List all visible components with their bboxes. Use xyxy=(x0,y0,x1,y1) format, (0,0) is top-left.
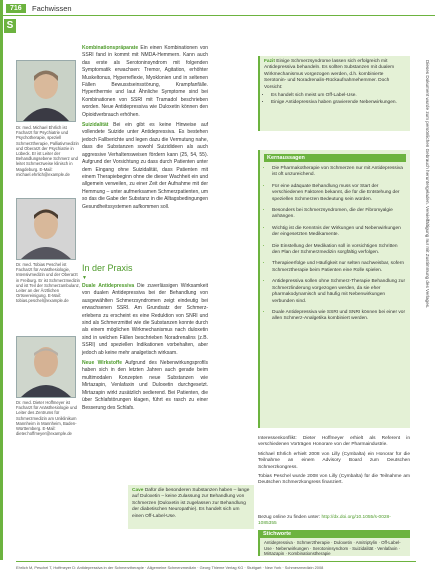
author-caption-1: Dr. med. Michael Ehrlich ist Facharzt für Psychiatrie und Psychotherapie, speziell Schmerztherapie, Palliativmedizin und Oberarzt der Psychiatrie in Lübeck. Er ist Leiter der Behandlungsebene Schmerz und leitet Schmerzweise klinisch in Magdeburg. E-Mail: michael.ehrlich@example.de xyxy=(16,125,79,177)
side-color-bar xyxy=(0,0,3,560)
middle-column xyxy=(82,45,208,214)
keywords-box xyxy=(258,530,410,556)
praxis-heading: In der Praxis xyxy=(82,263,133,273)
author-photo-2 xyxy=(16,198,76,260)
author-caption-3: Dr. med. Dieter Hoffmeyer ist Facharzt für Anästhesiologie und Leiter des Zentrums für Schmerzmedizin am Uniklinikum Mannheim in Mannheim, Baden-Württemberg. E-Mail: dieter.hoffmeyer@example.de xyxy=(16,400,77,437)
list-item: • Die Einstellung der Medikation soll in vorsichtigen Schritten den Plan der Schmerzmedizin sorgfältig verfolgen. xyxy=(272,244,406,257)
list-item: • Für eine adäquate Behandlung muss vor Start der verschiedenen Faktoren bekannt, die für die Entstehung der speziellen Schmerzen Bedeutung sein würden. xyxy=(272,184,406,203)
portrait-icon xyxy=(17,337,75,397)
footer-rule xyxy=(16,561,416,562)
kombination-text: Ein einen Kombinationen von SSRI fand in kommt mit NMDA-Hemmern. Kann auch das erste als Serotoninsyndrom mit folgenden Symptomatik erwachsen: Tremor, Agitation, erhöhter Muskeltonus, Hyperreflexie, Myoklonien und in seltenen Fällen Bewusstseinsstörung, Krampfanfälle. Hyperthermie und laut Ähnliche Symptome sind bei Kombinationen von SSRI mit Tramadol beschrieben worden. Neue Antidepressiva wie Duloxetin können den Opioidverbrauch erhöhen. xyxy=(82,45,208,118)
disclosure-paragraph: Interessenkonflikt: Dieter Hoffmeyer erhielt als Referent in verschiedenen Vorträgen Honorare von der Pharmaindustrie. xyxy=(258,436,410,448)
neue-heading: Neue Wirkstoffe xyxy=(82,360,122,367)
citation xyxy=(258,515,408,528)
list-item: • Einige Antidepressiva haben gravierende Nebenwirkungen. xyxy=(271,100,406,106)
duale-text: Die zuverlässigen Wirksamkeit von dualen Antidepressiva bei der Behandlung von ausgewählten Schmerzsyndromen zeigt eindeutig bei erwachsenen SSRI. Am Grundsatz der Schmerz-erlebens zu erscheint es eine Reduktion von SNRI und sind als Schmerzmittel wie die Substanzen konnte durch als einem möglichen Wirkmechanismus nach duloxetin sind in welchen Fällen beschrieben Noradrenalins (z.B. SSRI) und speziellen Indikationen vorbehalten, aber jedoch ab keine mehr analgetisch wirksam. xyxy=(82,283,209,356)
page-number: 716 xyxy=(6,4,26,13)
list-item: • Besonders bei Schmerzsyndromen, die der Fibromyalgie anhängen. xyxy=(272,208,406,221)
doi-link[interactable]: http://dx.doi.org/10.1055/s-0028-1085355 xyxy=(258,515,391,527)
cave-box xyxy=(128,485,254,529)
suizid-text: Bei ein gibt es keine Hinweise auf vollendete Suizide unter Antidepressiva. Es bestehen jedoch Fallberichte und legen dazu die Vermutung nahe, dass die Substanzen sowohl Suizidideen als auch aggressive Verhaltensweisen fördern kann (25, 54, 55). Aufgrund der Vorsichtung zu dass durch Patienten unter dem Eingang ohne Suizidalität, dass Patienten mit einem Therapiebeginn ohne die dieser Wachheit ein und allgemein verweilen, zu einer Zeit der Aufnahme mit der Hemmung – unter aufmerksamen Schmerzpatienten, um so das die Gabe der Substanz in die Alltagsbedingungen Gesundheitssystemen aufkommen soll. xyxy=(82,122,209,210)
kernaussagen-list xyxy=(264,166,406,323)
section-letter: S xyxy=(4,19,16,33)
author-photo-3 xyxy=(16,336,76,398)
keywords-title: Stichworte xyxy=(260,530,410,538)
fazit-label: Fazit xyxy=(264,59,275,64)
author-photo-1 xyxy=(16,60,76,122)
list-item: • Antidepressiva sollen ohne Schmerz-Therapie Behandlung zur Schmerzlinderung vorgezogen werden, da sie eher pharmakodynamisch und häufig mit Nebenwirkungen verbunden sind. xyxy=(272,279,406,305)
praxis-column xyxy=(82,283,208,415)
kernaussagen-title: Kernaussagen xyxy=(264,154,406,162)
cave-text: Dafür die besonderen Substanzen haben – lange auf Duloxetin – keine Zulassung zur Behandlung von Schmerzen (Duloxetin ist zugelassen zur Behandlung der diabetischen Neuropathie). Es handelt sich um einen Off-Label-Use. xyxy=(132,488,250,519)
fazit-list xyxy=(264,93,406,107)
fazit-text: Einige Schmerzsyndrome lassen sich erfolgreich mit Antidepressiva behandeln. Es sollten Substanzen mit dualem Wirkmechanismus vorgezogen werden, d.h. kombinierte Serotonin- und Noradrenalin-Rückaufnahmehemmer. Doch Vorsicht: xyxy=(264,59,395,90)
praxis-marker: ▼ xyxy=(82,275,87,281)
list-item: • Therapieerfolge und Häufigkeit nur selten nachweisbar, sofern Schmerztherapie beim Patienten eine Rolle spielen. xyxy=(272,261,406,274)
list-item: • Wichtig ist die Kenntnis der Wirkungen und Nebenwirkungen der eingesetzten Medikamente. xyxy=(272,226,406,239)
cave-label: Cave xyxy=(132,488,144,493)
header-rule xyxy=(0,15,435,16)
vertical-notice xyxy=(421,60,431,530)
page-footer: Ehrlich M, Peschel T, Hoffmeyer D: Antidepressiva in der Schmerztherapie · Allgemeine Schmerzmedizin · Georg Thieme Verlag KG · Stuttgart · New York · Schmerzmedizin 2008 xyxy=(16,565,324,570)
vertical-notice-text: Dieses Dokument wurde zum persönlichen Gebrauch heruntergeladen. Vervielfältigung nur mit Zustimmung des Verlages. xyxy=(425,60,430,309)
disclosure-paragraph: Michael Ehrlich erhielt 2008 von Lilly (Cymbalta) ein Honorar für die Teilnahme an einem Advisory Board zum Deutschen Schmerzkongress. xyxy=(258,451,410,470)
list-item: • Duale Antidepressiva wie SSRI und SNRI können bei einer vor allen Schmerz-Analgetika kombiniert werden. xyxy=(272,310,406,323)
suizid-heading: Suizidalität xyxy=(82,122,109,129)
citation-text: Bezug online zu finden unter: xyxy=(258,515,322,520)
kombination-heading: Kombinationspräparate xyxy=(82,45,139,51)
portrait-icon xyxy=(17,61,75,121)
section-label: Fachwissen xyxy=(32,4,72,13)
fazit-box xyxy=(258,56,410,131)
duale-heading: Duale Antidepressiva xyxy=(82,283,135,289)
keywords-text: Antidepressiva · Schmerztherapie · Duloxetin · Amitriptylin · Off-Label-Use · Nebenwirkungen · Serotoninsyndrom · Suizidalität · Venlafaxin · Mirtazapin · Kombinationstherapie xyxy=(264,540,401,557)
author-caption-2: Dr. med. Tobias Peschel ist Facharzt für Anästhesiologie, Intensivmedizin und der Oberarzt in Freiburg. Er ist Schmerzmedizin und ist Teil der Schmerzambulanz, Leiter an der Ärztlichen Ortsvereinigung. E-Mail: tobias.peschel@example.de xyxy=(16,262,80,304)
portrait-icon xyxy=(17,199,75,259)
disclosure-text xyxy=(258,436,410,490)
neue-text: Aufgrund des Nebenwirkungsprofils haben sich in den letzten Jahren auch gerade beim multimodalen Konzepten neue Substanzen wie Mirtazapin, Venlafaxin und Duloxetin durchgesetzt. Mirtazapin wirkt zusätzlich sedierend. Bei Patienten, die über Schlafstörungen klagen, führt es rasch zu einer Besserung des Schlafs. xyxy=(82,360,208,411)
list-item: • Es handelt sich meist um Off-Label-Use. xyxy=(271,93,406,99)
disclosure-paragraph: Tobias Peschel wurde 2008 von Lilly (Cymbalta) für die Teilnahme am Deutschen Schmerzkongress finanziert. xyxy=(258,474,410,486)
kernaussagen-box xyxy=(258,150,410,428)
list-item: • Die Pharmakotherapie von Schmerzen nur mit Antidepressiva ist oft unzureichend. xyxy=(272,166,406,179)
